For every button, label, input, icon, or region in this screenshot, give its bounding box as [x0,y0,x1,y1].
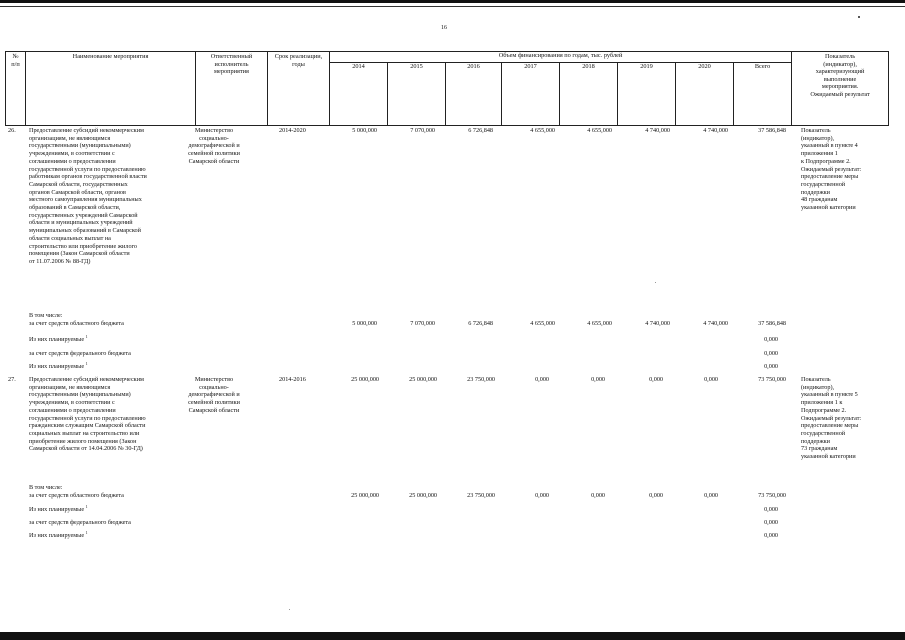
header-indicator-text: Показатель (индикатор), характеризующий выполнение мероприятия. Ожидаемый результат [810,53,870,98]
row-name: Предоставление субсидий некоммерческим организациям, не являющимся государственными (муниципальными) учреждениями, в соответствии с соглашениями о предоставлении государственной услуги по предоставлению гражданским служащим Самарской области социальных выплат на строительство или приобретение жилого помещения (Закон Самарской области от 14.04.2006 № 30-ГД) [29,376,146,453]
breakdown-title: В том числе: [29,484,63,491]
regional-value: 6 726,848 [468,320,493,327]
footnote-mark: 1 [85,503,88,509]
footnote-mark: 1 [85,360,88,366]
top-border [0,0,905,3]
row-value: 5 000,000 [352,127,377,134]
row-value: 0,000 [704,376,718,383]
row-total: 73 750,000 [758,376,786,383]
page-number: 16 [441,25,447,31]
row-value: 4 655,000 [587,127,612,134]
row-responsible: Министерство социально- демографической и семейной политики Самарской области [188,127,240,165]
header-indicator [792,52,889,126]
planned-label [29,360,88,371]
row-value: 25 000,000 [409,376,437,383]
row-value: 0,000 [591,376,605,383]
top-rule [0,6,905,7]
footnote-mark: 1 [85,529,88,535]
header-year: 2018 [560,63,618,126]
row-value: 4 655,000 [530,127,555,134]
header-year: 2015 [388,63,446,126]
regional-value: 25 000,000 [351,492,379,499]
row-total: 37 586,848 [758,127,786,134]
header-name: Наименование мероприятия [26,52,196,126]
scan-speck [289,609,290,610]
row-value: 25 000,000 [351,376,379,383]
planned-total: 0,000 [764,363,778,370]
bottom-border [0,632,905,640]
row-number: 27. [8,376,16,383]
regional-value: 25 000,000 [409,492,437,499]
row-value: 23 750,000 [467,376,495,383]
regional-value: 5 000,000 [352,320,377,327]
federal-label: за счет средств федерального бюджета [29,519,131,526]
row-number: 26. [8,127,16,134]
header-year: 2014 [330,63,388,126]
header-year: 2017 [502,63,560,126]
scan-speck [655,282,656,283]
regional-value: 0,000 [591,492,605,499]
federal-total: 0,000 [764,519,778,526]
row-value: 7 070,000 [410,127,435,134]
row-responsible: Министерство социально- демографической и семейной политики Самарской области [188,376,240,414]
header-responsible [196,52,268,126]
header-term [268,52,330,126]
federal-total: 0,000 [764,350,778,357]
row-term: 2014-2016 [279,376,306,383]
planned-label [29,503,88,514]
planned-label-text: Из них планируемые [29,506,85,513]
regional-value: 4 740,000 [703,320,728,327]
regional-value: 7 070,000 [410,320,435,327]
regional-value: 4 655,000 [530,320,555,327]
header-num-text: № п/п [11,53,20,68]
row-value: 4 740,000 [703,127,728,134]
regional-value: 0,000 [649,492,663,499]
row-value: 0,000 [535,376,549,383]
regional-total: 73 750,000 [758,492,786,499]
planned-label-text: Из них планируемые [29,363,85,370]
federal-label: за счет средств федерального бюджета [29,350,131,357]
row-value: 4 740,000 [645,127,670,134]
header-term-text: Срок реализации, годы [274,53,323,68]
footnote-mark: 1 [85,333,88,339]
regional-label: за счет средств областного бюджета [29,492,124,499]
header-total: Всего [734,63,792,126]
header-year: 2020 [676,63,734,126]
breakdown-title: В том числе: [29,312,63,319]
planned-total: 0,000 [764,336,778,343]
regional-value: 4 740,000 [645,320,670,327]
scan-dot [858,16,860,18]
regional-value: 4 655,000 [587,320,612,327]
planned-total: 0,000 [764,532,778,539]
planned-label-text: Из них планируемые [29,336,85,343]
regional-value: 23 750,000 [467,492,495,499]
row-indicator: Показатель (индикатор), указанный в пункте 5 приложения 1 к Подпрограмме 2. Ожидаемый результат: предоставление меры государственной поддержки 73 гражданам указанной категории [801,376,862,461]
planned-label [29,529,88,540]
header-year: 2019 [618,63,676,126]
regional-label: за счет средств областного бюджета [29,320,124,327]
header-year: 2016 [446,63,502,126]
header-table [5,51,889,126]
planned-total: 0,000 [764,506,778,513]
regional-value: 0,000 [704,492,718,499]
header-num [6,52,26,126]
regional-total: 37 586,848 [758,320,786,327]
row-value: 6 726,848 [468,127,493,134]
row-indicator: Показатель (индикатор), указанный в пункте 4 приложения 1 к Подпрограмме 2. Ожидаемый результат: предоставление меры государственной поддержки 48 гражданам указанной категории [801,127,862,212]
header-financing: Объем финансирования по годам, тыс. рублей [330,52,792,63]
regional-value: 0,000 [535,492,549,499]
planned-label-text: Из них планируемые [29,532,85,539]
row-value: 0,000 [649,376,663,383]
planned-label [29,333,88,344]
row-name: Предоставление субсидий некоммерческим организациям, не являющимся государственными (муниципальными) учреждениями, в соответствии с соглашениями о предоставлении государственной услуги по предоставлению работникам органов государственной власти Самарской области, государственных органов Самарской области, органов местного самоуправления муниципальных образований в Самарской области, государственных учреждений Самарской области и муниципальных учреждений муниципальных образований в Самарской области социальных выплат на строительство или приобретение жилого помещения (Закон Самарской области от 11.07.2006 № 88-ГД) [29,127,147,265]
header-responsible-text: Ответственный исполнитель мероприятия [210,53,253,76]
row-term: 2014-2020 [279,127,306,134]
